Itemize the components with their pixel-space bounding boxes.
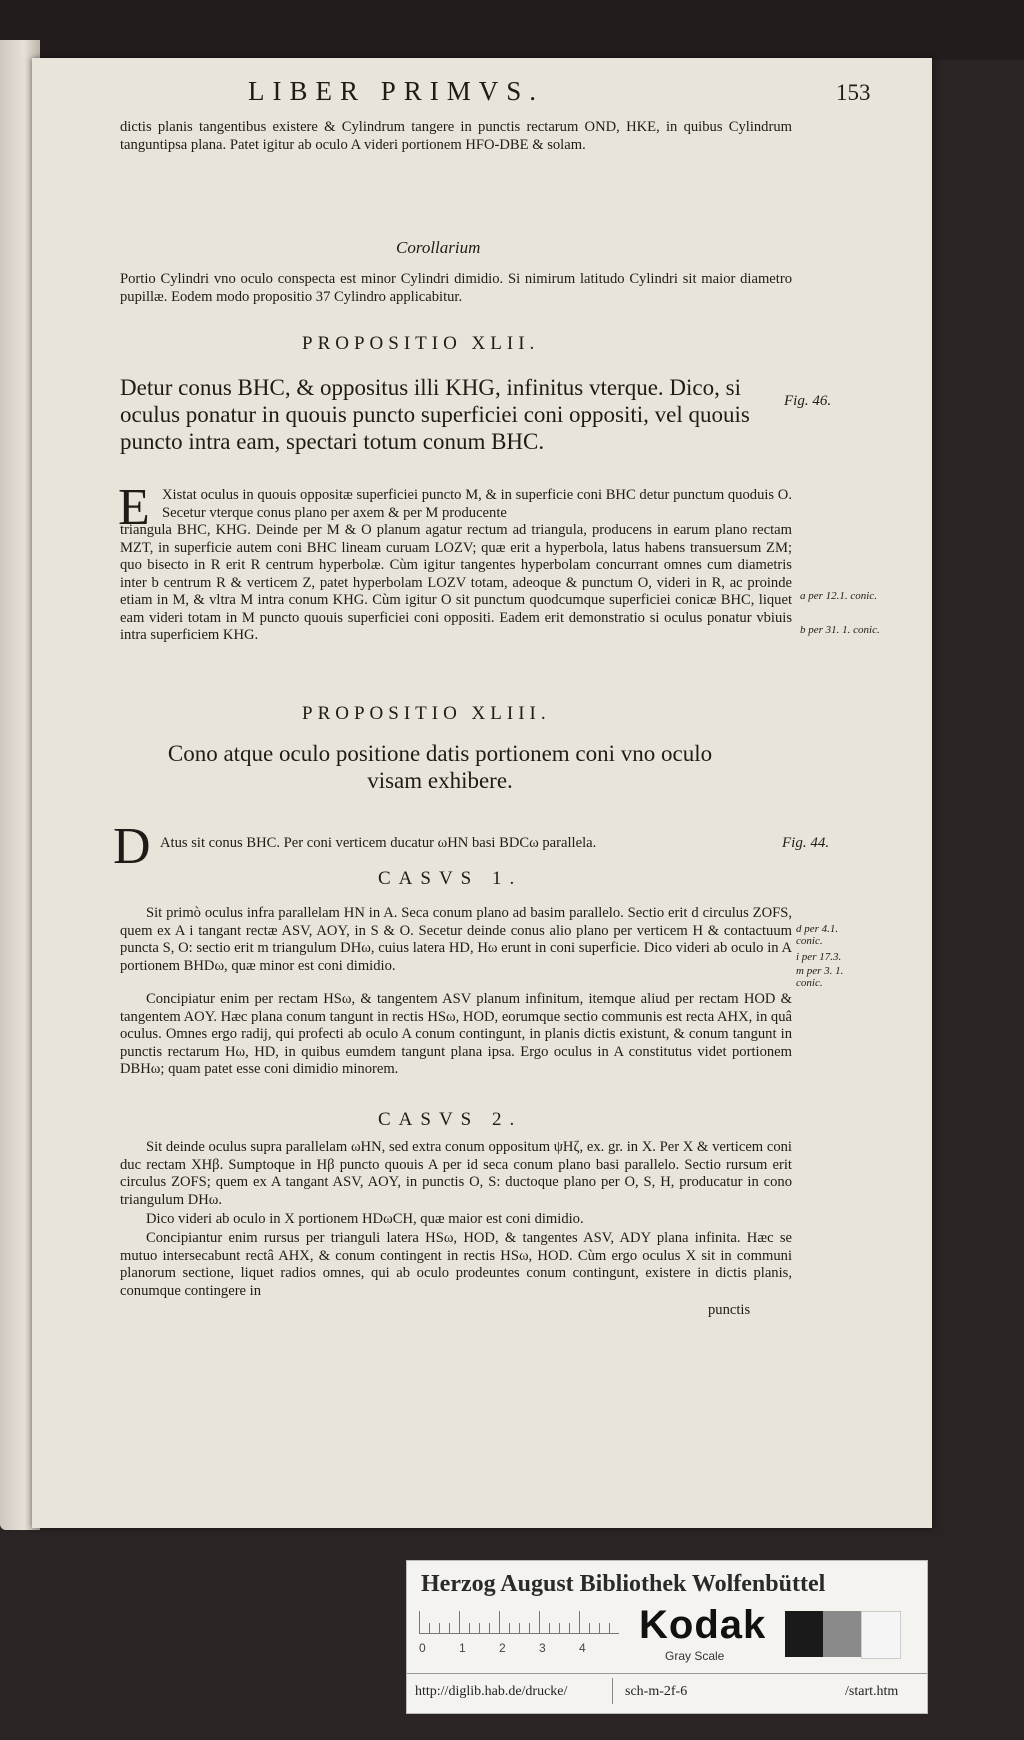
library-name: Herzog August Bibliothek Wolfenbüttel	[421, 1571, 826, 1597]
marginal-note: m per 3. 1. conic.	[796, 965, 844, 989]
gray-scale-label: Gray Scale	[665, 1649, 725, 1663]
corollarium-title: Corollarium	[396, 238, 481, 257]
prop42-fig-ref: Fig. 46.	[784, 393, 832, 409]
url-mid: sch-m-2f-6	[625, 1684, 688, 1699]
casus2-para-b: Dico videri ab oculo in X portionem HDωCH, quæ maior est coni dimidio.	[146, 1211, 584, 1227]
gray-swatch	[861, 1611, 901, 1659]
prop42-heading: PROPOSITIO XLII.	[302, 333, 540, 354]
url-right: /start.htm	[845, 1684, 899, 1699]
gray-swatch	[823, 1611, 861, 1657]
prop42-proof-rest: triangula BHC, KHG. Deinde per M & O planum agatur rectum ad triangula, producens in earum plano rectam MZT, in superficie autem coni BHC lineam curuam LOZV; quæ erit a hyperbola, latus habens transuersum ZM; quo bisecto in R erit R centrum hyperbolæ. Cùm igitur tangentes hyperbolam concurrant omnes cum diametris inter b centrum R & verticem Z, patet hyperbolam LOZV totam, adeoque & punctum O, videri in R, ac proinde etiam in M, & vltra M intra conum KHG. Cùm igitur O sit punctum quodcumque superficiei conicæ BHC, liquet eam videri totam in M puncto quouis superficiei coni oppositi. Eadem erit demonstratio si oculus ponatur vbiuis intra superficiem KHG.	[120, 522, 792, 643]
gray-swatch	[785, 1611, 823, 1657]
library-color-target	[406, 1560, 928, 1714]
scale-number: 2	[499, 1641, 506, 1655]
prop43-datum: Atus sit conus BHC. Per coni verticem ducatur ωHN basi BDCω parallela.	[160, 835, 597, 851]
marginal-note: i per 17.3.	[796, 951, 842, 963]
running-title: LIBER PRIMVS.	[248, 76, 545, 106]
prop43-enunciation: Cono atque oculo positione datis portionem coni vno oculo visam exhibere.	[167, 741, 713, 793]
casus2-heading: CASVS 2.	[378, 1109, 523, 1130]
marginal-note: b per 31. 1. conic.	[800, 624, 880, 636]
url-left: http://diglib.hab.de/drucke/	[415, 1684, 568, 1699]
drop-cap-e: E	[118, 479, 150, 536]
casus2-para-c: Concipiantur enim rursus per trianguli latera HSω, HOD, & tangentes ASV, ADY plana infinita. Hæc se mutuo intersecabunt rectâ AHX, & conum contingent in rectis HSω, HOD. Cùm ergo oculus X sit in communi planorum sectione, liquet radios omnes, qui ab oculo prodeuntes conum contingunt, existere in dictis planis, conumque contingere in	[120, 1230, 792, 1299]
scale-number: 4	[579, 1641, 586, 1655]
drop-cap-d: D	[113, 818, 151, 875]
paragraph-1: dictis planis tangentibus existere & Cylindrum tangere in punctis rectarum OND, HKE, in quibus Cylindrum tanguntipsa plana. Patet igitur ab oculo A videri portionem HFO-DBE & solam.	[120, 119, 792, 153]
marginal-note: d per 4.1. conic.	[796, 923, 839, 947]
scale-number: 1	[459, 1641, 466, 1655]
corollarium-text: Portio Cylindri vno oculo conspecta est minor Cylindri dimidio. Si nimirum latitudo Cylindri sit maior diametro pupillæ. Eodem modo propositio 37 Cylindro applicabitur.	[120, 271, 792, 305]
casus1-para-b: Concipiatur enim per rectam HSω, & tangentem ASV planum infinitum, itemque aliud per rectam HOD & tangentem AOY. Hæc plana conum tangunt in rectis HSω, HOD, eorumque sectio communis est recta AHX, in quâ oculus. Omnes ergo radij, qui profecti ab oculo A conum contingunt, in planis dictis existunt, & conum tangunt in punctis rectarum Hω, HD, in quibus eumdem tangunt plana ipsa. Ergo oculus in A constitutus videt portionem DBHω; quam patet esse coni dimidio minorem.	[120, 991, 793, 1077]
catchword: punctis	[708, 1302, 751, 1318]
url-row	[407, 1673, 927, 1708]
prop42-enunciation: Detur conus BHC, & oppositus illi KHG, infinitus vterque. Dico, si oculus ponatur in quouis puncto superficiei coni oppositi, vel quouis puncto intra eam, spectari totum conum BHC.	[120, 375, 750, 454]
kodak-brand: Kodak	[639, 1603, 767, 1647]
scale-number: 0	[419, 1641, 426, 1655]
casus2-para-a: Sit deinde oculus supra parallelam ωHN, sed extra conum oppositum ψHζ, ex. gr. in X. Per X & verticem coni duc rectam XHβ. Sumptoque in Hβ puncto quouis A per id seca conum plano basi parallelo. Sectio rursum erit circulus ZOFS; quem ex A tangant ASV, AOY, in punctis O, S: ductoque plano per O, S, H, producatur in cono triangulum DHω.	[120, 1139, 792, 1208]
scan-background-top	[0, 0, 1024, 60]
casus1-heading: CASVS 1.	[378, 868, 523, 889]
page-number: 153	[836, 80, 871, 105]
scale-number: 3	[539, 1641, 546, 1655]
prop42-proof-first: Xistat oculus in quouis oppositæ superficiei puncto M, & in superficie coni BHC detur punctum quoduis O. Secetur vterque conus plano per axem & per M producente	[162, 487, 792, 521]
scale-ruler	[419, 1611, 619, 1634]
prop43-fig-ref: Fig. 44.	[782, 835, 830, 851]
marginal-note: a per 12.1. conic.	[800, 590, 877, 602]
casus1-para-a: Sit primò oculus infra parallelam HN in A. Seca conum plano ad basim parallelo. Sectio erit d circulus ZOFS, quem ex A i tangant rectæ ASV, AOY, in S & O. Secetur deinde conus alio plano per verticem H & contactuum puncta S, O: sectio erit m triangulum DHω, cuius latera HD, Hω erunt in coni superficie. Dico videri ab oculo in A portionem BHDω, quæ minor est coni dimidio.	[120, 905, 792, 974]
prop43-heading: PROPOSITIO XLIII.	[302, 703, 551, 724]
